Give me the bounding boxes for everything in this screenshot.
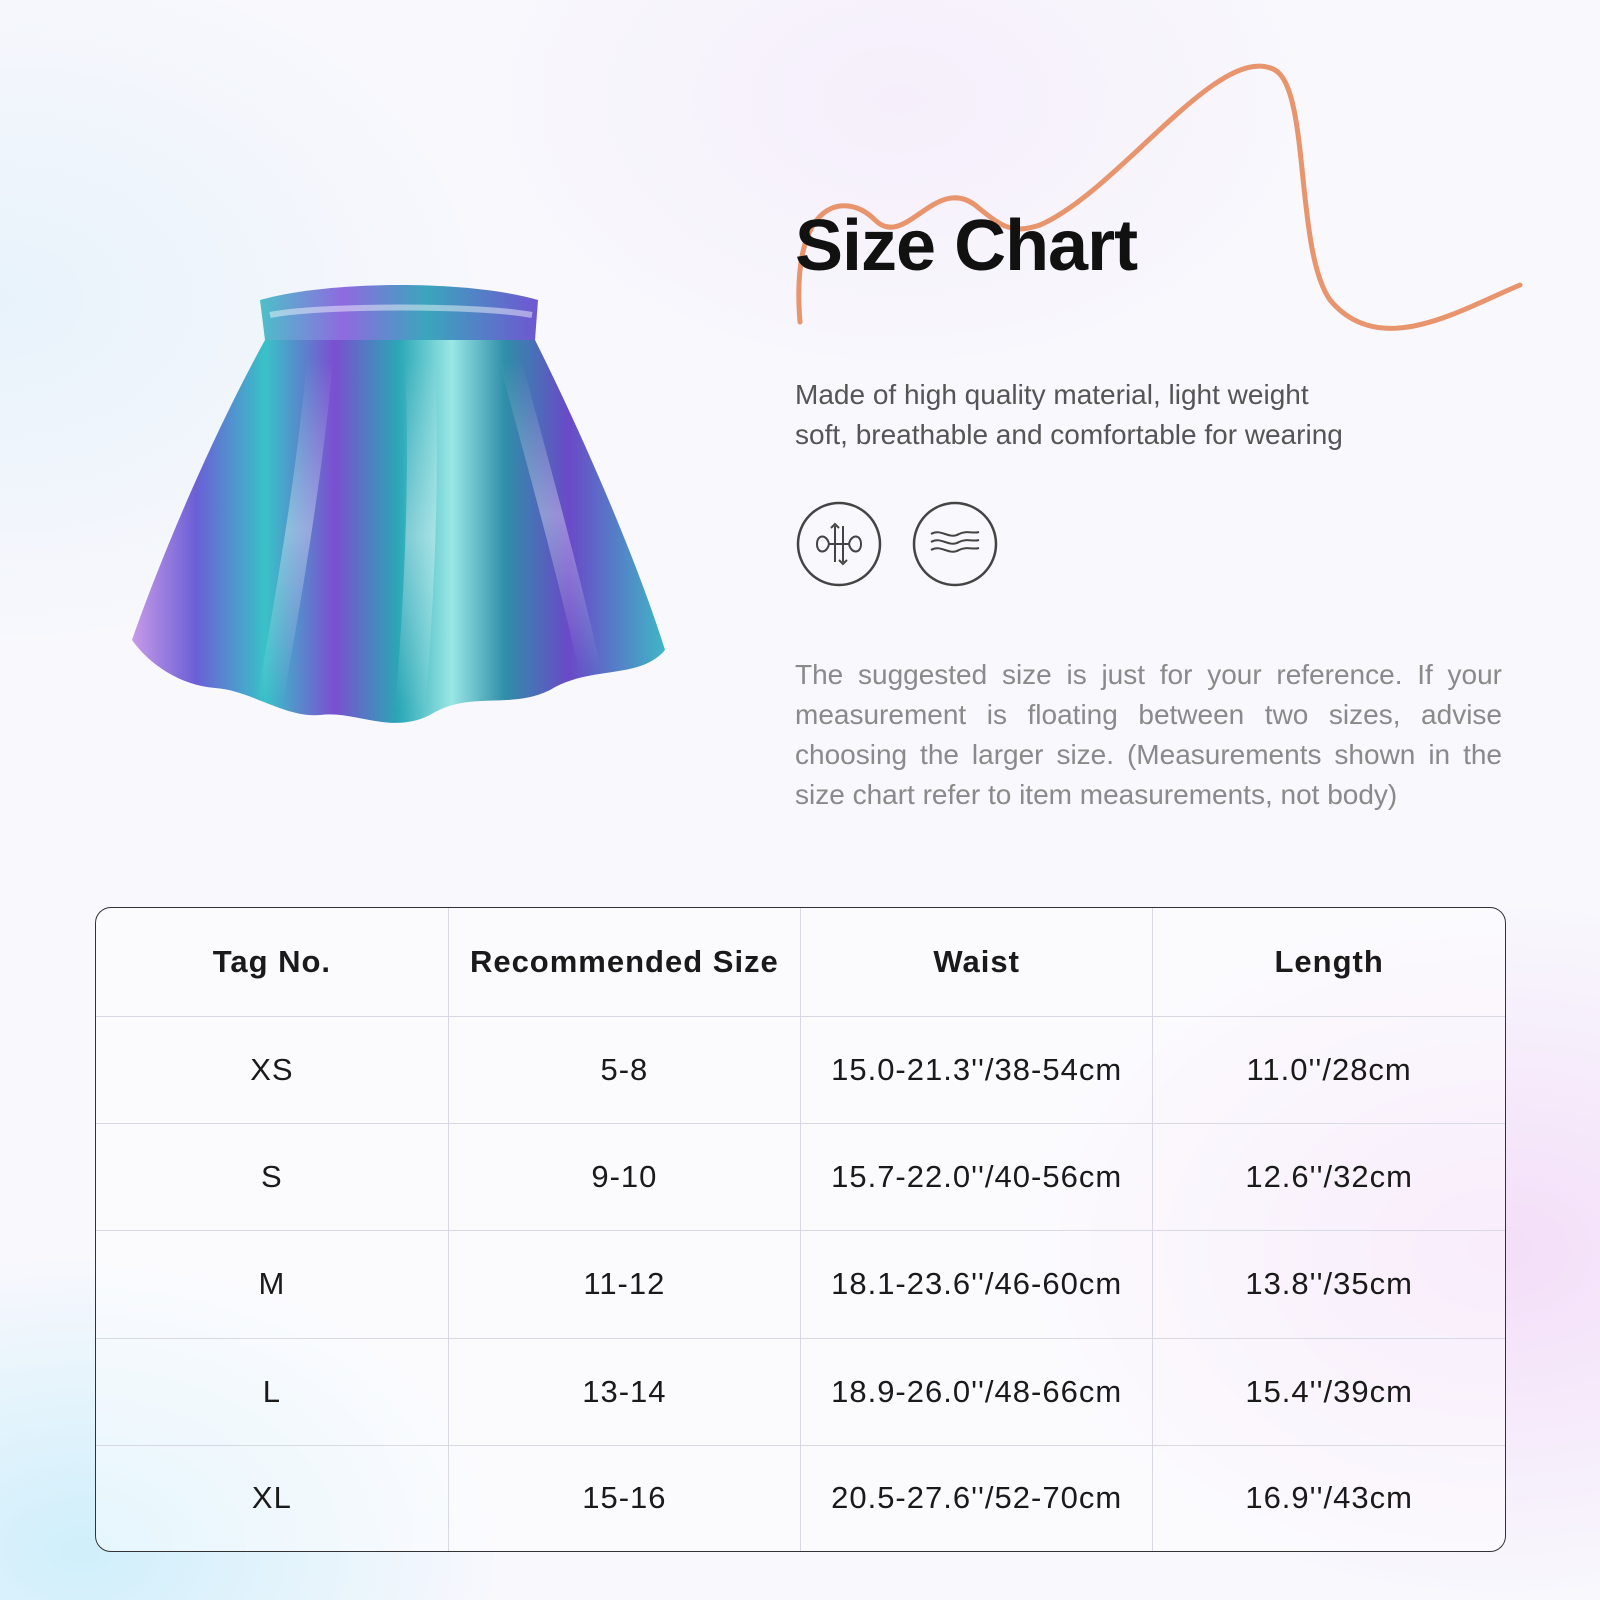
table-cell: 11-12: [448, 1231, 800, 1338]
description-line: Made of high quality material, light weight: [795, 379, 1309, 410]
table-cell: 15.0-21.3''/38-54cm: [801, 1017, 1153, 1124]
table-cell: 9-10: [448, 1124, 800, 1231]
skirt-image: [120, 270, 680, 740]
size-note: The suggested size is just for your reference. If your measurement is floating between two sizes, advise choosing the larger size. (Measurements shown in the size chart refer to item measurements, not body): [795, 659, 1502, 810]
table-cell: 18.9-26.0''/48-66cm: [801, 1338, 1153, 1445]
table-cell: 16.9''/43cm: [1245, 1480, 1413, 1516]
column-header: Length: [1153, 908, 1505, 1017]
table-cell: 15.7-22.0''/40-56cm: [801, 1124, 1153, 1231]
table-cell: 15-16: [448, 1445, 800, 1551]
table-cell: 20.5-27.6''/52-70cm: [801, 1445, 1153, 1551]
feature-icons: [795, 500, 999, 588]
product-description: [795, 375, 1435, 455]
table-row: [96, 1124, 1505, 1231]
table-row: [96, 1231, 1505, 1338]
table-row: [96, 1338, 1505, 1445]
table-cell: 13.8''/35cm: [1153, 1231, 1505, 1338]
table-cell: XL: [96, 1445, 448, 1551]
description-line: soft, breathable and comfortable for wearing: [795, 419, 1343, 450]
table-row: [96, 1017, 1505, 1124]
table-cell: 13-14: [448, 1338, 800, 1445]
table-cell: 5-8: [448, 1017, 800, 1124]
column-header: Recommended Size: [448, 908, 800, 1017]
column-header: Tag No.: [96, 908, 448, 1017]
table-cell: 12.6''/32cm: [1153, 1124, 1505, 1231]
table-cell: S: [96, 1124, 448, 1231]
page-title: Size Chart: [795, 206, 1138, 286]
breathable-icon: [911, 500, 999, 588]
table-cell: 18.1-23.6''/46-60cm: [801, 1231, 1153, 1338]
table-cell: XS: [96, 1017, 448, 1124]
table-header-row: [96, 908, 1505, 1017]
table-cell: 15.4''/39cm: [1153, 1338, 1505, 1445]
soft-fabric-icon: [795, 500, 883, 588]
table-cell: 11.0''/28cm: [1153, 1017, 1505, 1124]
table-row: [96, 1445, 1505, 1551]
table-cell: M: [96, 1231, 448, 1338]
column-header: Waist: [801, 908, 1153, 1017]
size-table: [95, 907, 1506, 1552]
table-cell: L: [96, 1338, 448, 1445]
